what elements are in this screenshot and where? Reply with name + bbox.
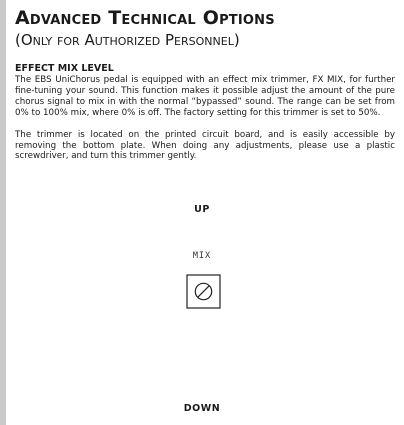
paragraph-trimmer-location: The trimmer is located on the printed circuit board, and is easily accessible by removing the bottom plate. When doing any adjustments, please use a plastic screwdriver, and turn this trimmer gently. bbox=[15, 129, 395, 162]
mix-label: MIX bbox=[192, 251, 212, 261]
section-heading: EFFECT MIX LEVEL bbox=[15, 63, 114, 74]
page-title: Advanced Technical Options bbox=[15, 7, 275, 29]
page-subtitle: (Only for Authorized Personnel) bbox=[15, 31, 240, 49]
up-label: UP bbox=[194, 204, 210, 215]
down-label: DOWN bbox=[183, 403, 221, 414]
trimmer-diagram bbox=[0, 196, 404, 425]
paragraph-effect-mix: The EBS UniChorus pedal is equipped with an effect mix trimmer, FX MIX, for further fine-tuning your sound. This function makes it possible adjust the amount of the pure chorus signal to mix in with the normal “bypassed” sound. The range can be set from 0% to 100% mix, where 0% is off. The factory setting for this trimmer is set to 50%. bbox=[15, 75, 395, 118]
trimmer-icon bbox=[186, 274, 221, 309]
page-content bbox=[15, 0, 395, 162]
